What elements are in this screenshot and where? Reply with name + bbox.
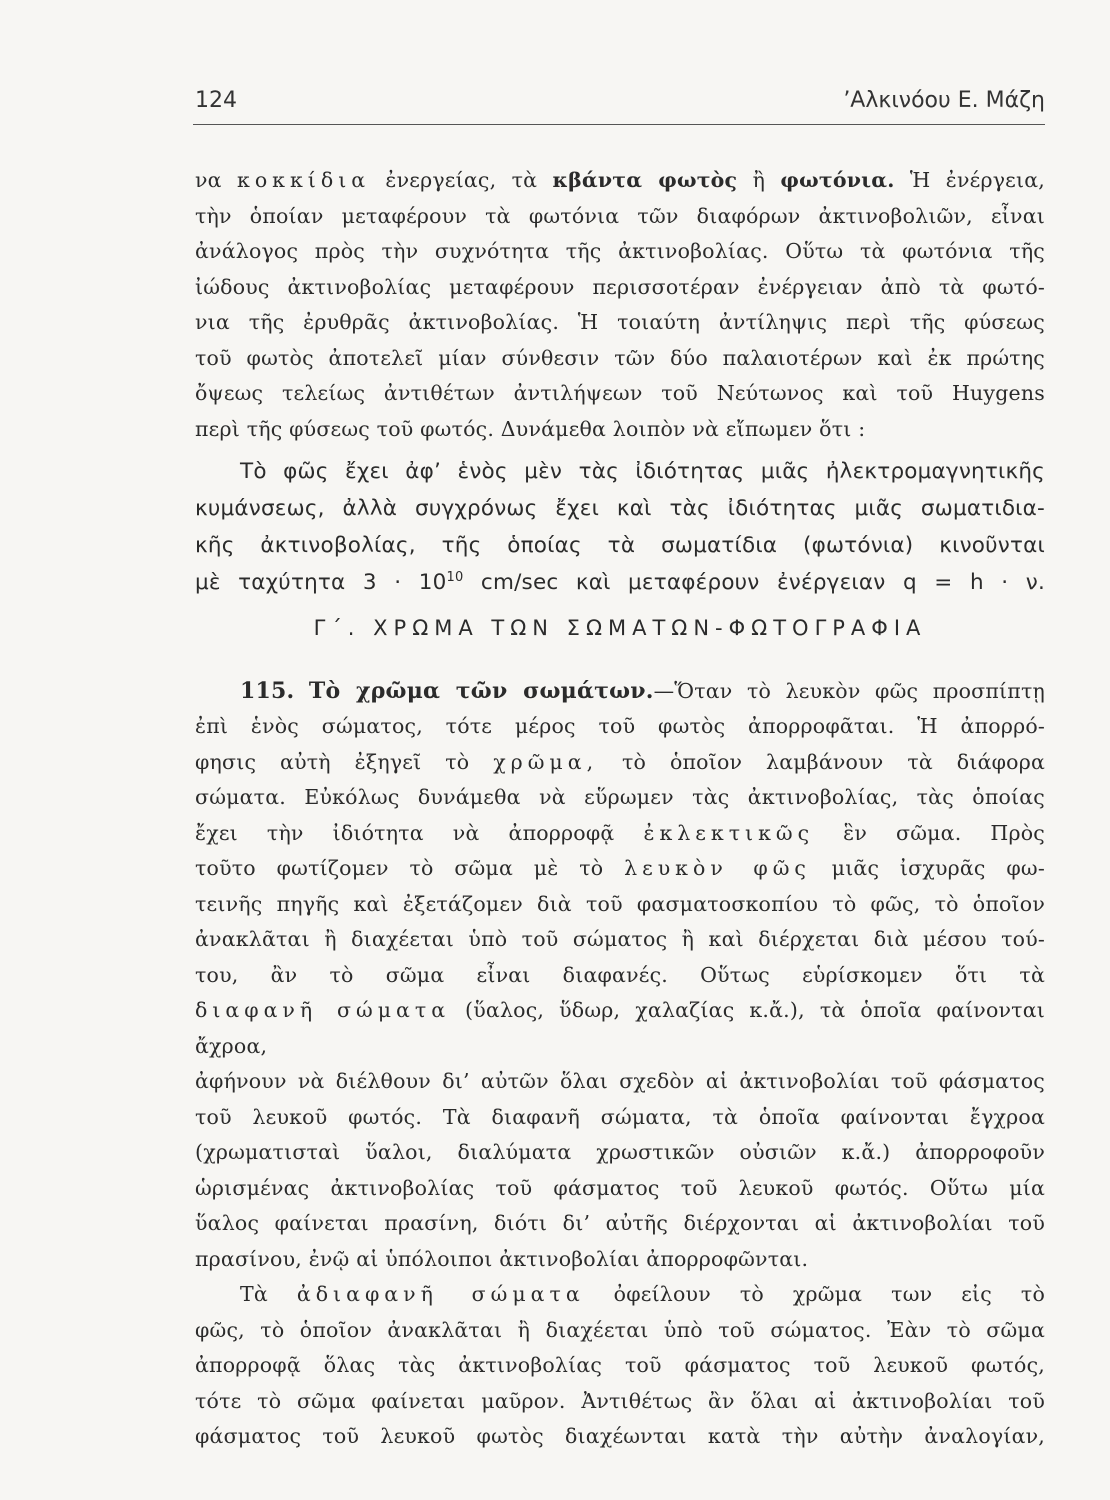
text-line: ἀπορροφᾷ ὅλας τὰς ἀκτινοβολίας τοῦ φάσματος τοῦ λευκοῦ φωτός, <box>195 1353 1045 1377</box>
text-line: ἐπὶ ἑνὸς σώματος, τότε μέρος τοῦ φωτὸς ἀπορροφᾶται. Ἡ ἀπορρό- <box>195 714 1045 738</box>
statement-line: κυμάνσεως, ἀλλὰ συγχρόνως ἔχει καὶ τὰς ἰδιότητας μιᾶς σωματιδια- <box>195 496 1045 521</box>
text-line: νια τῆς ἐρυθρᾶς ἀκτινοβολίας. Ἡ τοιαύτη ἀντίληψις περὶ τῆς φύσεως <box>195 310 1045 334</box>
text-line: φῶς, τὸ ὁποῖον ἀνακλᾶται ἢ διαχέεται ὑπὸ τοῦ σώματος. Ἐὰν τὸ σῶμα <box>195 1317 1045 1342</box>
text-line: σώματα. Εὐκόλως δυνάμεθα νὰ εὕρωμεν τὰς ἀκτινοβολίας, τὰς ὁποίας <box>195 785 1045 809</box>
text-line: (χρωματισταὶ ὕαλοι, διαλύματα χρωστικῶν οὐσιῶν κ.ἄ.) ἀπορροφοῦν <box>195 1140 1045 1164</box>
emphasized-word: κοκκίδια <box>237 168 371 192</box>
statement-line: κῆς ἀκτινοβολίας, τῆς ὁποίας τὰ σωματίδια (φωτόνια) κινοῦνται <box>195 533 1045 558</box>
text-line: πρασίνου, ἐνῷ αἱ ὑπόλοιποι ἀκτινοβολίαι ἀπορροφῶνται. <box>195 1246 809 1271</box>
text-line: ἀνάλογος πρὸς τὴν συχνότητα τῆς ἀκτινοβολίας. Οὕτω τὰ φωτόνια τῆς <box>195 239 1045 263</box>
exponent: 10 <box>446 569 464 585</box>
statement-line: Τὸ φῶς ἔχει ἀφ’ ἑνὸς μὲν τὰς ἰδιότητας μιᾶς ἠλεκτρομαγνητικῆς <box>240 459 1045 484</box>
text-line: ὄψεως τελείως ἀντιθέτων ἀντιλήψεων τοῦ Νεύτωνος καὶ τοῦ Huygens <box>195 381 1045 405</box>
body-text <box>195 163 1045 1455</box>
bold-term: κβάντα φωτὸς <box>552 168 738 192</box>
emphasized-word: λευκὸν φῶς <box>624 856 811 880</box>
emphasized-word: διαφανῆ σώματα <box>195 998 451 1022</box>
section-heading: Γ΄. ΧΡΩΜΑ ΤΩΝ ΣΩΜΑΤΩΝ-ΦΩΤΟΓΡΑΦΙΑ <box>313 616 927 640</box>
name-huygens: Huygens <box>951 381 1045 405</box>
page-number: 124 <box>195 88 237 113</box>
text-line: 115. Τὸ χρῶμα τῶν σωμάτων.—Ὅταν τὸ λευκὸν φῶς προσπίπτῃ <box>240 677 1045 704</box>
text-line: φησις αὐτὴ ἐξηγεῖ τὸ χρῶμα, τὸ ὁποῖον λαμβάνουν τὰ διάφορα <box>195 749 1046 774</box>
running-head-author: ’Αλκινόου Ε. Μάζη <box>843 88 1045 113</box>
text-line: ὡρισμένας ἀκτινοβολίας τοῦ φάσματος τοῦ λευκοῦ φωτός. Οὕτω μία <box>195 1175 1045 1200</box>
text-line: τότε τὸ σῶμα φαίνεται μαῦρον. Ἀντιθέτως ἂν ὅλαι αἱ ἀκτινοβολίαι τοῦ <box>195 1388 1045 1413</box>
text-line: ὕαλος φαίνεται πρασίνη, διότι δι’ αὐτῆς διέρχονται αἱ ἀκτινοβολίαι τοῦ <box>195 1211 1045 1235</box>
text-line: Τὰ ἀδιαφανῆ σώματα ὀφείλουν τὸ χρῶμα των εἰς τὸ <box>240 1282 1045 1306</box>
section-number: 115. <box>240 677 295 704</box>
text-line: του, ἂν τὸ σῶμα εἶναι διαφανές. Οὕτως εὑρίσκομεν ὅτι τὰ <box>195 962 1045 987</box>
bold-term: φωτόνια. <box>780 168 895 192</box>
text-line: ἀνακλᾶται ἢ διαχέεται ὑπὸ τοῦ σώματος ἢ καὶ διέρχεται διὰ μέσου τού- <box>195 927 1045 951</box>
emphasized-word: ἀδιαφανῆ σώματα <box>296 1282 585 1306</box>
text-line: διαφανῆ σώματα (ὕαλος, ὕδωρ, χαλαζίας κ.ἄ.), τὰ ὁποῖα φαίνονται ἄχροα, <box>195 998 1045 1058</box>
header-rule <box>193 124 1045 125</box>
text-line: τὴν ὁποίαν μεταφέρουν τὰ φωτόνια τῶν διαφόρων ἀκτινοβολιῶν, εἶναι <box>195 203 1045 228</box>
text-line: φάσματος τοῦ λευκοῦ φωτὸς διαχέωνται κατὰ τὴν αὐτὴν ἀναλογίαν, <box>195 1424 1045 1448</box>
text-line: ἀφήνουν νὰ διέλθουν δι’ αὐτῶν ὅλαι σχεδὸν αἱ ἀκτινοβολίαι τοῦ φάσματος <box>195 1069 1045 1093</box>
text-line: να κοκκίδια ἐνεργείας, τὰ κβάντα φωτὸς ἢ φωτόνια. Ἡ ἐνέργεια, <box>195 168 1045 192</box>
emphasized-word: χρῶμα, <box>493 749 599 774</box>
section-title: Τὸ χρῶμα τῶν σωμάτων. <box>308 677 654 704</box>
running-head <box>195 88 1045 113</box>
text-line: περὶ τῆς φύσεως τοῦ φωτός. Δυνάμεθα λοιπὸν νὰ εἴπωμεν ὅτι : <box>195 416 866 441</box>
text-line: τοῦ φωτὸς ἀποτελεῖ μίαν σύνθεσιν τῶν δύο παλαιοτέρων καὶ ἐκ πρώτης <box>195 345 1045 370</box>
text-line: τοῦτο φωτίζομεν τὸ σῶμα μὲ τὸ λευκὸν φῶς μιᾶς ἰσχυρᾶς φω- <box>195 856 1045 880</box>
text-line: ἰώδους ἀκτινοβολίας μεταφέρουν περισσοτέραν ἐνέργειαν ἀπὸ τὰ φωτό- <box>195 274 1045 299</box>
statement-line: μὲ ταχύτητα $3 \cdot 10^{10}$ cm/sec καὶ μεταφέρουν ἐνέργειαν q = h · ν. <box>195 569 1045 595</box>
text-line: τεινῆς πηγῆς καὶ ἐξετάζομεν διὰ τοῦ φασματοσκοπίου τὸ φῶς, τὸ ὁποῖον <box>195 891 1045 916</box>
text-line: τοῦ λευκοῦ φωτός. Τὰ διαφανῆ σώματα, τὰ ὁποῖα φαίνονται ἔγχροα <box>195 1104 1045 1129</box>
text-line: ἔχει τὴν ἰδιότητα νὰ ἀπορροφᾷ ἐκλεκτικῶς ἓν σῶμα. Πρὸς <box>195 820 1045 845</box>
emphasized-word: ἐκλεκτικῶς <box>643 820 815 845</box>
